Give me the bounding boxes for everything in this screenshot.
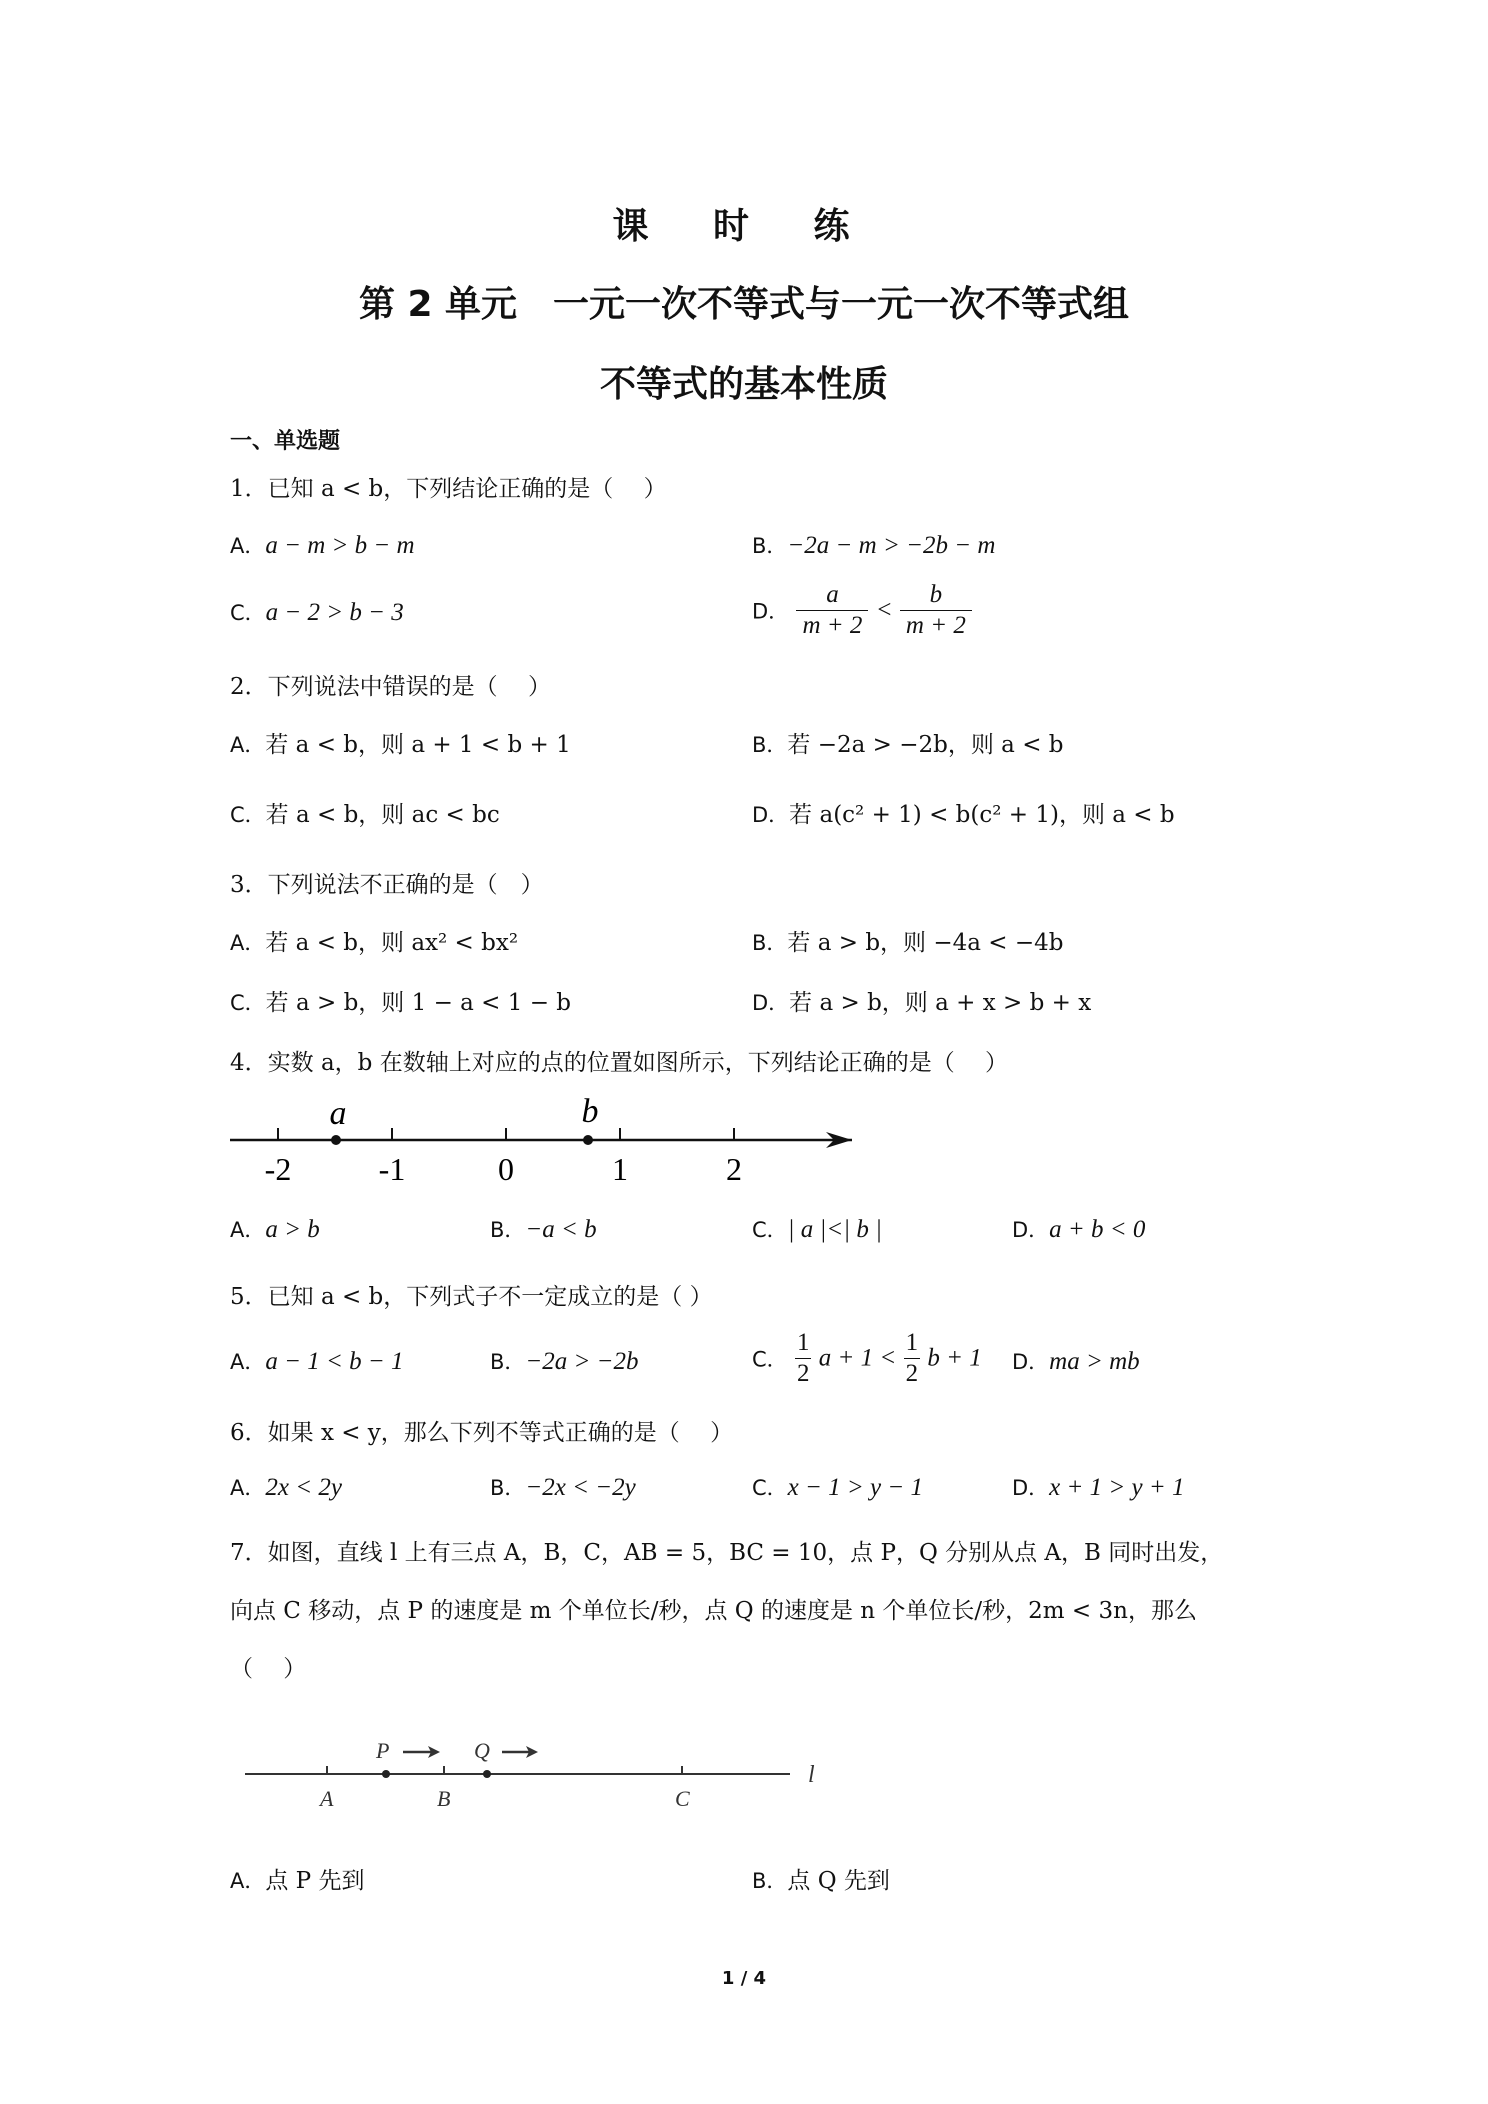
question-1-stem: 1．已知 a < b，下列结论正确的是（ ） bbox=[230, 476, 667, 502]
question-4-stem: 4．实数 a，b 在数轴上对应的点的位置如图所示，下列结论正确的是（ ） bbox=[230, 1050, 1009, 1076]
point-b-dot bbox=[583, 1135, 593, 1145]
q5-option-b: B．−2a > −2b bbox=[490, 1348, 639, 1375]
point-a-label: A bbox=[320, 1786, 334, 1811]
q7-option-a: A．点 P 先到 bbox=[230, 1868, 365, 1894]
q7-option-b: B．点 Q 先到 bbox=[752, 1868, 890, 1894]
point-p-label: P bbox=[376, 1738, 390, 1763]
q4-option-a: A．a > b bbox=[230, 1216, 320, 1243]
q3-option-c: C．若 a > b，则 1 − a < 1 − b bbox=[230, 990, 572, 1016]
q6-option-a: A．2x < 2y bbox=[230, 1474, 342, 1501]
q3-option-b: B．若 a > b，则 −4a < −4b bbox=[752, 930, 1064, 956]
tick-label: -1 bbox=[378, 1151, 406, 1187]
question-7-line-2: 向点 C 移动，点 P 的速度是 m 个单位长/秒，点 Q 的速度是 n 个单位长/秒，2m < 3n，那么 bbox=[230, 1598, 1197, 1624]
point-a-label: a bbox=[329, 1095, 347, 1132]
q4-option-d: D．a + b < 0 bbox=[1012, 1216, 1146, 1243]
tick-label: 0 bbox=[498, 1151, 514, 1187]
q4-option-b: B．−a < b bbox=[490, 1216, 597, 1243]
q6-option-c: C．x − 1 > y − 1 bbox=[752, 1474, 923, 1501]
question-6-stem: 6．如果 x < y，那么下列不等式正确的是（ ） bbox=[230, 1420, 734, 1446]
tick-label: -2 bbox=[264, 1151, 292, 1187]
question-5-stem: 5．已知 a < b，下列式子不一定成立的是（ ） bbox=[230, 1284, 713, 1310]
number-line-figure bbox=[220, 1092, 860, 1192]
question-7-line-1: 7．如图，直线 l 上有三点 A，B，C，AB = 5，BC = 10，点 P，Q 分别从点 A，B 同时出发， bbox=[230, 1540, 1224, 1566]
q1-option-a: A．a − m > b − m bbox=[230, 532, 415, 559]
tick-label: 1 bbox=[612, 1151, 628, 1187]
line-segment-figure bbox=[240, 1726, 840, 1816]
tick-label: 2 bbox=[726, 1151, 742, 1187]
q6-option-b: B．−2x < −2y bbox=[490, 1474, 636, 1501]
question-3-stem: 3．下列说法不正确的是（ ） bbox=[230, 872, 544, 898]
point-b-label: b bbox=[581, 1093, 599, 1130]
point-c-label: C bbox=[675, 1786, 690, 1811]
q1-option-d: D． $\frac{a}{m + 2}$ < $\frac{b}{m + 2}$ bbox=[752, 580, 972, 641]
q1-option-b: B．−2a − m > −2b − m bbox=[752, 532, 996, 559]
q2-option-a: A．若 a < b，则 a + 1 < b + 1 bbox=[230, 732, 571, 758]
question-7-line-3: （ ） bbox=[230, 1656, 307, 1682]
point-q-dot bbox=[483, 1770, 491, 1778]
q3-option-d: D．若 a > b，则 a + x > b + x bbox=[752, 990, 1092, 1016]
q2-option-c: C．若 a < b，则 ac < bc bbox=[230, 802, 500, 828]
lesson-title: 不等式的基本性质 bbox=[599, 364, 888, 405]
question-2-stem: 2．下列说法中错误的是（ ） bbox=[230, 674, 551, 700]
unit-title: 第 2 单元 一元一次不等式与一元一次不等式组 bbox=[358, 284, 1130, 325]
q1-option-c: C．a − 2 > b − 3 bbox=[230, 599, 404, 626]
page-title: 课 时 练 bbox=[612, 206, 876, 247]
point-p-dot bbox=[382, 1770, 390, 1778]
page-number: 1 / 4 bbox=[721, 1968, 767, 1989]
q4-option-c: C．| a |<| b | bbox=[752, 1216, 883, 1243]
section-heading: 一、单选题 bbox=[230, 429, 341, 454]
q5-option-a: A．a − 1 < b − 1 bbox=[230, 1348, 404, 1375]
q6-option-d: D．x + 1 > y + 1 bbox=[1012, 1474, 1185, 1501]
line-l-label: l bbox=[808, 1762, 815, 1788]
point-a-dot bbox=[331, 1135, 341, 1145]
point-b-label: B bbox=[437, 1786, 451, 1811]
q5-option-c: C． $\frac{1}{2}$ a + 1 < $\frac{1}{2}$ b + 1 bbox=[752, 1329, 982, 1387]
q5-option-d: D．ma > mb bbox=[1012, 1348, 1140, 1375]
point-q-label: Q bbox=[474, 1738, 490, 1763]
q3-option-a: A．若 a < b，则 ax² < bx² bbox=[230, 930, 519, 956]
q2-option-b: B．若 −2a > −2b，则 a < b bbox=[752, 732, 1064, 758]
q2-option-d: D．若 a(c² + 1) < b(c² + 1)，则 a < b bbox=[752, 802, 1175, 828]
